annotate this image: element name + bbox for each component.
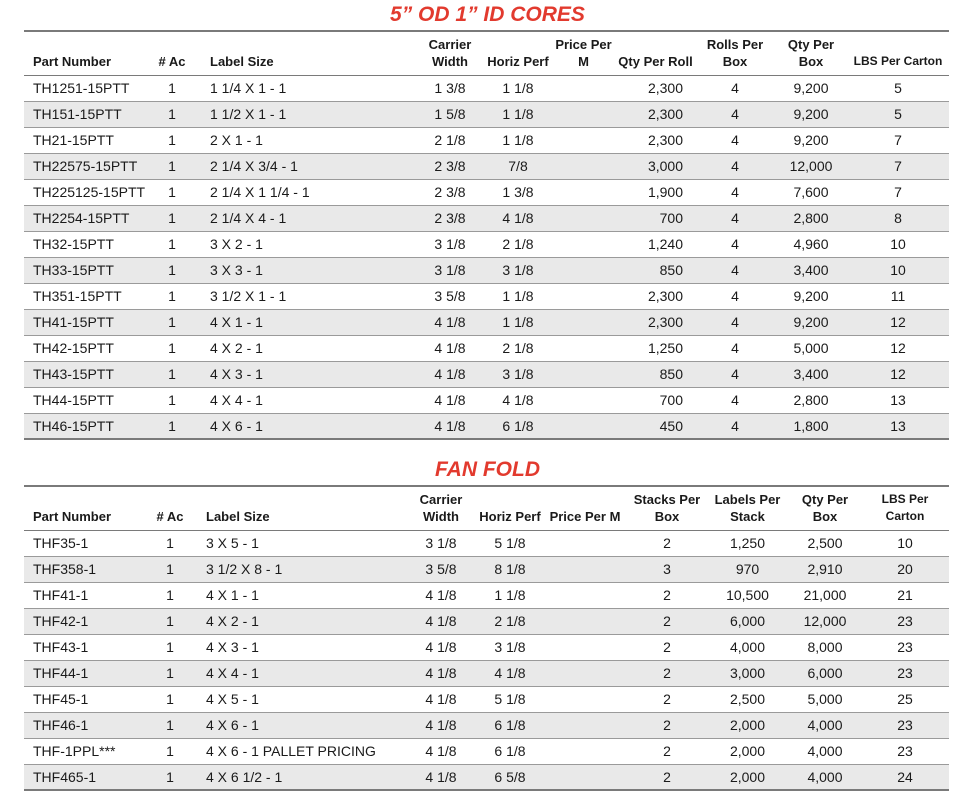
horiz-perf-cell: 5 1/8 (478, 530, 542, 556)
col-header-horiz-perf: Horiz Perf (485, 31, 551, 75)
labels-per-stack-cell: 10,500 (706, 582, 789, 608)
qty-per-box-cell: 9,200 (775, 283, 847, 309)
col-header-qty-per-box: Qty Per Box (789, 486, 861, 530)
qty-per-box-cell: 3,400 (775, 257, 847, 283)
qty-per-box-cell: 4,960 (775, 231, 847, 257)
lbs-per-carton-cell: 5 (847, 101, 949, 127)
qty-per-box-cell: 7,600 (775, 179, 847, 205)
lbs-per-carton-cell: 12 (847, 335, 949, 361)
carrier-width-cell: 2 3/8 (415, 179, 485, 205)
carrier-width-cell: 4 1/8 (404, 608, 478, 634)
horiz-perf-cell: 1 1/8 (485, 309, 551, 335)
part-number-cell: THF-1PPL*** (24, 738, 143, 764)
stacks-per-box-cell: 2 (628, 582, 706, 608)
table-row (24, 582, 949, 608)
price-per-m-cell (542, 686, 628, 712)
carrier-width-cell: 3 5/8 (415, 283, 485, 309)
ac-cell: 1 (143, 127, 201, 153)
col-header-ac: # Ac (143, 31, 201, 75)
col-header-lbs-per-carton: LBS Per Carton (861, 486, 949, 530)
rolls-per-box-cell: 4 (695, 231, 775, 257)
rolls-per-box-cell: 4 (695, 127, 775, 153)
table-row (24, 712, 949, 738)
qty-per-roll-cell: 700 (616, 205, 695, 231)
price-per-m-cell (551, 101, 616, 127)
price-per-m-cell (542, 764, 628, 790)
horiz-perf-cell: 7/8 (485, 153, 551, 179)
label-size-cell: 4 X 1 - 1 (197, 582, 404, 608)
fanfold-section-title: FAN FOLD (435, 458, 540, 481)
qty-per-roll-cell: 1,240 (616, 231, 695, 257)
col-header-lbs-per-carton: LBS Per Carton (847, 31, 949, 75)
ac-cell: 1 (143, 205, 201, 231)
label-size-cell: 4 X 3 - 1 (197, 634, 404, 660)
part-number-cell: THF42-1 (24, 608, 143, 634)
carrier-width-cell: 4 1/8 (415, 335, 485, 361)
horiz-perf-cell: 2 1/8 (478, 608, 542, 634)
qty-per-box-cell: 5,000 (775, 335, 847, 361)
qty-per-box-cell: 5,000 (789, 686, 861, 712)
part-number-cell: THF43-1 (24, 634, 143, 660)
label-size-cell: 4 X 1 - 1 (201, 309, 415, 335)
carrier-width-cell: 4 1/8 (415, 361, 485, 387)
fanfold-header-row (24, 486, 949, 530)
qty-per-roll-cell: 2,300 (616, 101, 695, 127)
carrier-width-cell: 4 1/8 (404, 634, 478, 660)
lbs-per-carton-cell: 10 (861, 530, 949, 556)
lbs-per-carton-cell: 13 (847, 413, 949, 439)
qty-per-roll-cell: 2,300 (616, 309, 695, 335)
rolls-per-box-cell: 4 (695, 387, 775, 413)
table-row (24, 75, 949, 101)
col-header-part-number: Part Number (24, 486, 143, 530)
qty-per-roll-cell: 3,000 (616, 153, 695, 179)
labels-per-stack-cell: 2,500 (706, 686, 789, 712)
col-header-carrier-width: Carrier Width (404, 486, 478, 530)
table-row (24, 101, 949, 127)
carrier-width-cell: 3 1/8 (404, 530, 478, 556)
horiz-perf-cell: 4 1/8 (485, 205, 551, 231)
table-row (24, 738, 949, 764)
lbs-per-carton-cell: 7 (847, 153, 949, 179)
label-size-cell: 4 X 6 - 1 PALLET PRICING (197, 738, 404, 764)
qty-per-box-cell: 2,800 (775, 387, 847, 413)
qty-per-roll-cell: 2,300 (616, 283, 695, 309)
cores-header-row (24, 31, 949, 75)
lbs-per-carton-cell: 23 (861, 634, 949, 660)
horiz-perf-cell: 2 1/8 (485, 231, 551, 257)
table-row (24, 387, 949, 413)
part-number-cell: TH44-15PTT (24, 387, 143, 413)
qty-per-box-cell: 12,000 (775, 153, 847, 179)
price-per-m-cell (551, 231, 616, 257)
horiz-perf-cell: 1 1/8 (478, 582, 542, 608)
qty-per-roll-cell: 450 (616, 413, 695, 439)
carrier-width-cell: 3 1/8 (415, 231, 485, 257)
label-size-cell: 1 1/2 X 1 - 1 (201, 101, 415, 127)
label-size-cell: 4 X 6 - 1 (197, 712, 404, 738)
horiz-perf-cell: 4 1/8 (485, 387, 551, 413)
col-header-price-per-m: Price Per M (551, 31, 616, 75)
qty-per-roll-cell: 2,300 (616, 127, 695, 153)
table-row (24, 153, 949, 179)
stacks-per-box-cell: 2 (628, 634, 706, 660)
part-number-cell: TH151-15PTT (24, 101, 143, 127)
horiz-perf-cell: 4 1/8 (478, 660, 542, 686)
horiz-perf-cell: 1 1/8 (485, 75, 551, 101)
horiz-perf-cell: 6 5/8 (478, 764, 542, 790)
cores-table (24, 30, 949, 440)
ac-cell: 1 (143, 413, 201, 439)
table-row (24, 231, 949, 257)
ac-cell: 1 (143, 179, 201, 205)
part-number-cell: TH42-15PTT (24, 335, 143, 361)
price-per-m-cell (551, 361, 616, 387)
lbs-per-carton-cell: 10 (847, 231, 949, 257)
qty-per-box-cell: 4,000 (789, 712, 861, 738)
qty-per-box-cell: 2,500 (789, 530, 861, 556)
ac-cell: 1 (143, 608, 197, 634)
table-row (24, 764, 949, 790)
lbs-per-carton-cell: 23 (861, 660, 949, 686)
carrier-width-cell: 4 1/8 (404, 582, 478, 608)
rolls-per-box-cell: 4 (695, 205, 775, 231)
table-row (24, 530, 949, 556)
part-number-cell: TH22575-15PTT (24, 153, 143, 179)
carrier-width-cell: 2 1/8 (415, 127, 485, 153)
horiz-perf-cell: 6 1/8 (478, 712, 542, 738)
horiz-perf-cell: 8 1/8 (478, 556, 542, 582)
rolls-per-box-cell: 4 (695, 75, 775, 101)
ac-cell: 1 (143, 231, 201, 257)
label-size-cell: 3 1/2 X 8 - 1 (197, 556, 404, 582)
qty-per-roll-cell: 850 (616, 257, 695, 283)
price-per-m-cell (551, 413, 616, 439)
rolls-per-box-cell: 4 (695, 361, 775, 387)
carrier-width-cell: 4 1/8 (404, 712, 478, 738)
qty-per-box-cell: 1,800 (775, 413, 847, 439)
qty-per-box-cell: 3,400 (775, 361, 847, 387)
part-number-cell: TH33-15PTT (24, 257, 143, 283)
stacks-per-box-cell: 2 (628, 660, 706, 686)
part-number-cell: TH46-15PTT (24, 413, 143, 439)
col-header-stacks-per-box: Stacks Per Box (628, 486, 706, 530)
qty-per-box-cell: 9,200 (775, 127, 847, 153)
qty-per-box-cell: 2,910 (789, 556, 861, 582)
rolls-per-box-cell: 4 (695, 153, 775, 179)
price-per-m-cell (551, 179, 616, 205)
ac-cell: 1 (143, 361, 201, 387)
table-row (24, 361, 949, 387)
price-per-m-cell (542, 556, 628, 582)
stacks-per-box-cell: 2 (628, 686, 706, 712)
label-size-cell: 3 X 3 - 1 (201, 257, 415, 283)
label-size-cell: 2 1/4 X 3/4 - 1 (201, 153, 415, 179)
rolls-per-box-cell: 4 (695, 283, 775, 309)
stacks-per-box-cell: 2 (628, 712, 706, 738)
col-header-labels-per-stack: Labels Per Stack (706, 486, 789, 530)
ac-cell: 1 (143, 335, 201, 361)
lbs-per-carton-cell: 10 (847, 257, 949, 283)
labels-per-stack-cell: 1,250 (706, 530, 789, 556)
ac-cell: 1 (143, 75, 201, 101)
label-size-cell: 4 X 2 - 1 (201, 335, 415, 361)
label-size-cell: 2 1/4 X 4 - 1 (201, 205, 415, 231)
carrier-width-cell: 4 1/8 (404, 660, 478, 686)
ac-cell: 1 (143, 530, 197, 556)
horiz-perf-cell: 1 3/8 (485, 179, 551, 205)
labels-per-stack-cell: 3,000 (706, 660, 789, 686)
table-row (24, 179, 949, 205)
part-number-cell: TH43-15PTT (24, 361, 143, 387)
ac-cell: 1 (143, 153, 201, 179)
horiz-perf-cell: 2 1/8 (485, 335, 551, 361)
labels-per-stack-cell: 6,000 (706, 608, 789, 634)
part-number-cell: THF44-1 (24, 660, 143, 686)
part-number-cell: THF41-1 (24, 582, 143, 608)
part-number-cell: TH32-15PTT (24, 231, 143, 257)
col-header-label-size: Label Size (201, 31, 415, 75)
horiz-perf-cell: 1 1/8 (485, 127, 551, 153)
qty-per-roll-cell: 1,900 (616, 179, 695, 205)
label-size-cell: 4 X 2 - 1 (197, 608, 404, 634)
table-row (24, 634, 949, 660)
horiz-perf-cell: 3 1/8 (485, 361, 551, 387)
label-size-cell: 4 X 4 - 1 (197, 660, 404, 686)
ac-cell: 1 (143, 556, 197, 582)
ac-cell: 1 (143, 283, 201, 309)
qty-per-box-cell: 9,200 (775, 309, 847, 335)
carrier-width-cell: 4 1/8 (415, 413, 485, 439)
part-number-cell: THF358-1 (24, 556, 143, 582)
qty-per-box-cell: 21,000 (789, 582, 861, 608)
ac-cell: 1 (143, 634, 197, 660)
table-row (24, 283, 949, 309)
carrier-width-cell: 4 1/8 (415, 309, 485, 335)
part-number-cell: TH21-15PTT (24, 127, 143, 153)
col-header-price-per-m: Price Per M (542, 486, 628, 530)
label-size-cell: 2 1/4 X 1 1/4 - 1 (201, 179, 415, 205)
col-header-qty-per-box: Qty Per Box (775, 31, 847, 75)
label-size-cell: 2 X 1 - 1 (201, 127, 415, 153)
price-per-m-cell (551, 335, 616, 361)
lbs-per-carton-cell: 24 (861, 764, 949, 790)
horiz-perf-cell: 6 1/8 (485, 413, 551, 439)
table-row (24, 127, 949, 153)
part-number-cell: TH41-15PTT (24, 309, 143, 335)
ac-cell: 1 (143, 387, 201, 413)
ac-cell: 1 (143, 101, 201, 127)
carrier-width-cell: 4 1/8 (415, 387, 485, 413)
carrier-width-cell: 2 3/8 (415, 205, 485, 231)
part-number-cell: TH2254-15PTT (24, 205, 143, 231)
lbs-per-carton-cell: 23 (861, 712, 949, 738)
lbs-per-carton-cell: 25 (861, 686, 949, 712)
carrier-width-cell: 2 3/8 (415, 153, 485, 179)
qty-per-box-cell: 4,000 (789, 764, 861, 790)
price-per-m-cell (542, 582, 628, 608)
lbs-per-carton-cell: 20 (861, 556, 949, 582)
lbs-per-carton-cell: 12 (847, 309, 949, 335)
price-per-m-cell (551, 309, 616, 335)
price-per-m-cell (551, 153, 616, 179)
col-header-rolls-per-box: Rolls Per Box (695, 31, 775, 75)
ac-cell: 1 (143, 686, 197, 712)
table-row (24, 205, 949, 231)
labels-per-stack-cell: 2,000 (706, 764, 789, 790)
stacks-per-box-cell: 2 (628, 530, 706, 556)
price-per-m-cell (542, 660, 628, 686)
label-size-cell: 3 X 2 - 1 (201, 231, 415, 257)
carrier-width-cell: 1 3/8 (415, 75, 485, 101)
price-per-m-cell (551, 75, 616, 101)
ac-cell: 1 (143, 712, 197, 738)
ac-cell: 1 (143, 582, 197, 608)
price-per-m-cell (542, 634, 628, 660)
table-row (24, 413, 949, 439)
rolls-per-box-cell: 4 (695, 257, 775, 283)
price-per-m-cell (551, 257, 616, 283)
lbs-per-carton-cell: 23 (861, 608, 949, 634)
labels-per-stack-cell: 970 (706, 556, 789, 582)
qty-per-box-cell: 12,000 (789, 608, 861, 634)
rolls-per-box-cell: 4 (695, 101, 775, 127)
qty-per-box-cell: 4,000 (789, 738, 861, 764)
label-size-cell: 3 X 5 - 1 (197, 530, 404, 556)
label-size-cell: 4 X 4 - 1 (201, 387, 415, 413)
table-row (24, 257, 949, 283)
price-per-m-cell (551, 387, 616, 413)
lbs-per-carton-cell: 7 (847, 127, 949, 153)
labels-per-stack-cell: 2,000 (706, 712, 789, 738)
lbs-per-carton-cell: 21 (861, 582, 949, 608)
horiz-perf-cell: 3 1/8 (478, 634, 542, 660)
qty-per-roll-cell: 2,300 (616, 75, 695, 101)
col-header-carrier-width: Carrier Width (415, 31, 485, 75)
price-per-m-cell (542, 738, 628, 764)
lbs-per-carton-cell: 8 (847, 205, 949, 231)
carrier-width-cell: 4 1/8 (404, 738, 478, 764)
table-row (24, 608, 949, 634)
part-number-cell: THF465-1 (24, 764, 143, 790)
lbs-per-carton-cell: 11 (847, 283, 949, 309)
cores-section-title: 5” OD 1” ID CORES (390, 3, 585, 26)
ac-cell: 1 (143, 309, 201, 335)
part-number-cell: THF46-1 (24, 712, 143, 738)
qty-per-box-cell: 9,200 (775, 101, 847, 127)
qty-per-box-cell: 2,800 (775, 205, 847, 231)
stacks-per-box-cell: 2 (628, 608, 706, 634)
qty-per-roll-cell: 850 (616, 361, 695, 387)
label-size-cell: 4 X 6 1/2 - 1 (197, 764, 404, 790)
carrier-width-cell: 4 1/8 (404, 764, 478, 790)
horiz-perf-cell: 1 1/8 (485, 101, 551, 127)
ac-cell: 1 (143, 257, 201, 283)
col-header-part-number: Part Number (24, 31, 143, 75)
price-per-m-cell (551, 205, 616, 231)
lbs-per-carton-cell: 5 (847, 75, 949, 101)
part-number-cell: TH351-15PTT (24, 283, 143, 309)
part-number-cell: TH225125-15PTT (24, 179, 143, 205)
col-header-horiz-perf: Horiz Perf (478, 486, 542, 530)
price-per-m-cell (542, 712, 628, 738)
qty-per-roll-cell: 1,250 (616, 335, 695, 361)
labels-per-stack-cell: 2,000 (706, 738, 789, 764)
rolls-per-box-cell: 4 (695, 309, 775, 335)
lbs-per-carton-cell: 13 (847, 387, 949, 413)
lbs-per-carton-cell: 7 (847, 179, 949, 205)
price-per-m-cell (551, 283, 616, 309)
part-number-cell: TH1251-15PTT (24, 75, 143, 101)
lbs-per-carton-cell: 12 (847, 361, 949, 387)
horiz-perf-cell: 5 1/8 (478, 686, 542, 712)
stacks-per-box-cell: 3 (628, 556, 706, 582)
carrier-width-cell: 4 1/8 (404, 686, 478, 712)
labels-per-stack-cell: 4,000 (706, 634, 789, 660)
carrier-width-cell: 3 1/8 (415, 257, 485, 283)
ac-cell: 1 (143, 660, 197, 686)
col-header-label-size: Label Size (197, 486, 404, 530)
rolls-per-box-cell: 4 (695, 179, 775, 205)
table-row (24, 556, 949, 582)
col-header-ac: # Ac (143, 486, 197, 530)
label-size-cell: 3 1/2 X 1 - 1 (201, 283, 415, 309)
table-row (24, 335, 949, 361)
label-size-cell: 4 X 3 - 1 (201, 361, 415, 387)
lbs-per-carton-cell: 23 (861, 738, 949, 764)
part-number-cell: THF45-1 (24, 686, 143, 712)
carrier-width-cell: 3 5/8 (404, 556, 478, 582)
part-number-cell: THF35-1 (24, 530, 143, 556)
fanfold-table (24, 485, 949, 791)
carrier-width-cell: 1 5/8 (415, 101, 485, 127)
price-per-m-cell (542, 608, 628, 634)
price-per-m-cell (542, 530, 628, 556)
ac-cell: 1 (143, 738, 197, 764)
horiz-perf-cell: 3 1/8 (485, 257, 551, 283)
label-size-cell: 1 1/4 X 1 - 1 (201, 75, 415, 101)
label-size-cell: 4 X 6 - 1 (201, 413, 415, 439)
table-row (24, 309, 949, 335)
qty-per-box-cell: 8,000 (789, 634, 861, 660)
rolls-per-box-cell: 4 (695, 335, 775, 361)
label-size-cell: 4 X 5 - 1 (197, 686, 404, 712)
horiz-perf-cell: 6 1/8 (478, 738, 542, 764)
horiz-perf-cell: 1 1/8 (485, 283, 551, 309)
stacks-per-box-cell: 2 (628, 738, 706, 764)
qty-per-box-cell: 9,200 (775, 75, 847, 101)
table-row (24, 686, 949, 712)
table-row (24, 660, 949, 686)
ac-cell: 1 (143, 764, 197, 790)
rolls-per-box-cell: 4 (695, 413, 775, 439)
price-per-m-cell (551, 127, 616, 153)
qty-per-box-cell: 6,000 (789, 660, 861, 686)
qty-per-roll-cell: 700 (616, 387, 695, 413)
stacks-per-box-cell: 2 (628, 764, 706, 790)
col-header-qty-per-roll: Qty Per Roll (616, 31, 695, 75)
